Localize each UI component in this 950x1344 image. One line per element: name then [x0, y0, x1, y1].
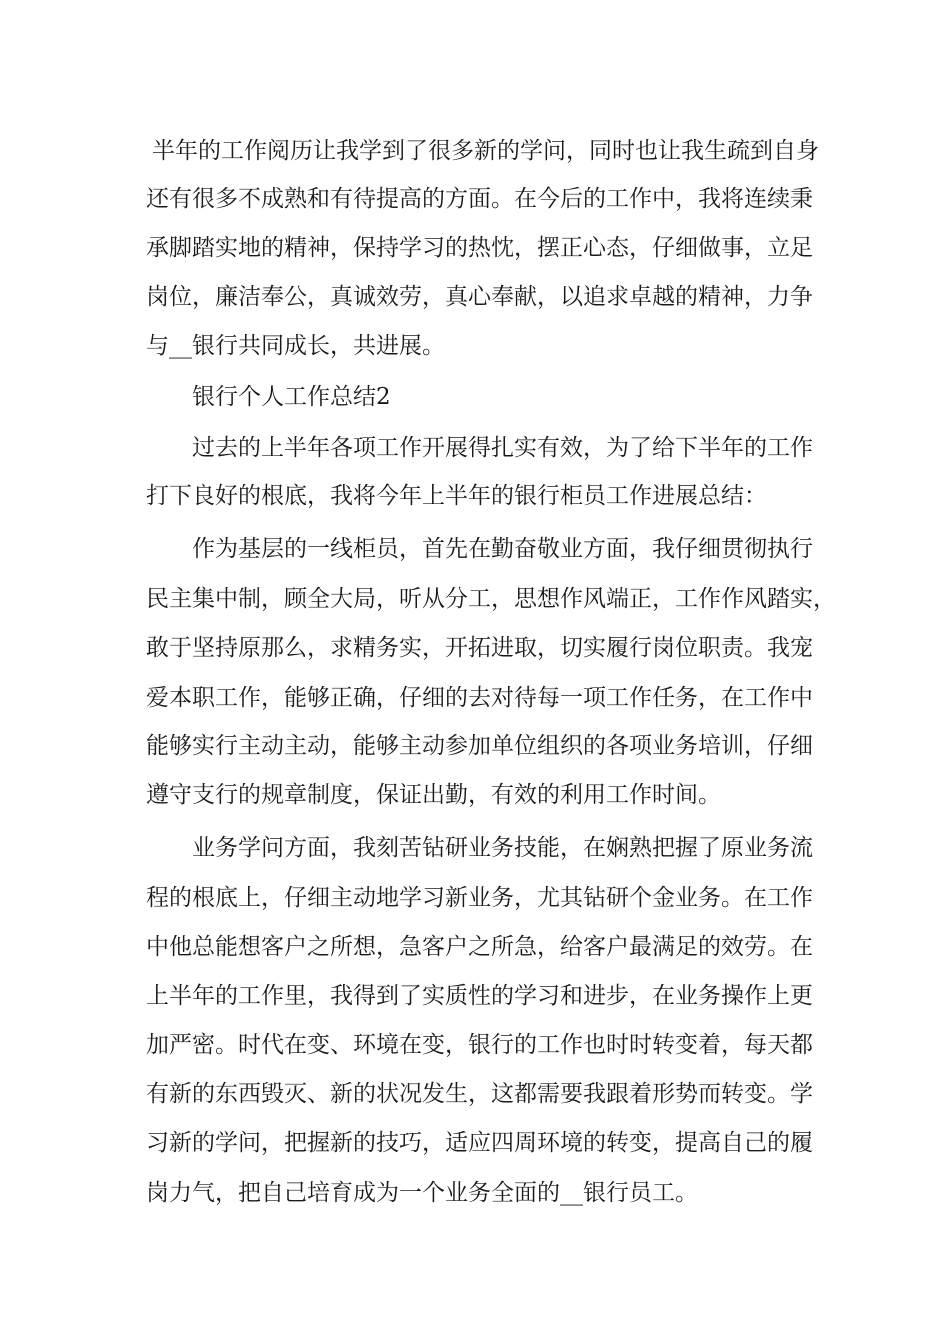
paragraph-4-line-1: 业务学问方面，我刻苦钻研业务技能，在娴熟把握了原业务流 [192, 835, 813, 861]
paragraph-3-line-5: 能够实行主动主动，能够主动参加单位组织的各项业务培训，仔细 [146, 733, 813, 759]
paragraph-1-line-5: 与__银行共同成长，共进展。 [146, 333, 445, 359]
paragraph-3-line-1: 作为基层的一线柜员，首先在勤奋敬业方面，我仔细贯彻执行 [192, 536, 813, 562]
paragraph-3-line-4: 爱本职工作，能够正确，仔细的去对待每一项工作任务，在工作中 [146, 685, 813, 711]
paragraph-1-line-3: 承脚踏实地的精神，保持学习的热忱，摆正心态，仔细做事，立足 [146, 235, 813, 261]
paragraph-3-line-2: 民主集中制，顾全大局，听从分工，思想作风端正，工作作风踏实， [146, 586, 836, 612]
paragraph-3-line-6: 遵守支行的规章制度，保证出勤，有效的利用工作时间。 [146, 782, 721, 808]
paragraph-4-line-2: 程的根底上，仔细主动地学习新业务，尤其钻研个金业务。在工作 [146, 885, 813, 911]
paragraph-4-line-6: 有新的东西毁灭、新的状况发生，这都需要我跟着形势而转变。学 [146, 1081, 813, 1107]
paragraph-4-line-7: 习新的学问，把握新的技巧，适应四周环境的转变，提高自己的履 [146, 1130, 813, 1156]
section-heading: 银行个人工作总结2 [192, 384, 391, 410]
paragraph-2-line-1: 过去的上半年各项工作开展得扎实有效，为了给下半年的工作 [192, 435, 813, 461]
paragraph-4-line-8: 岗力气，把自己培育成为一个业务全面的__银行员工。 [146, 1180, 698, 1206]
paragraph-4-line-3: 中他总能想客户之所想，急客户之所急，给客户最满足的效劳。在 [146, 934, 813, 960]
paragraph-3-line-3: 敢于坚持原那么，求精务实，开拓进取，切实履行岗位职责。我宠 [146, 635, 813, 661]
paragraph-1-line-2: 还有很多不成熟和有待提高的方面。在今后的工作中，我将连续秉 [146, 186, 813, 212]
paragraph-4-line-5: 加严密。时代在变、环境在变，银行的工作也时时转变着，每天都 [146, 1032, 813, 1058]
paragraph-1-line-1: 半年的工作阅历让我学到了很多新的学问，同时也让我生疏到自身 [152, 138, 819, 164]
paragraph-4-line-4: 上半年的工作里，我得到了实质性的学习和进步，在业务操作上更 [146, 983, 813, 1009]
paragraph-2-line-2: 打下良好的根底，我将今年上半年的银行柜员工作进展总结： [146, 483, 767, 509]
paragraph-1-line-4: 岗位，廉洁奉公，真诚效劳，真心奉献，以追求卓越的精神，力争 [146, 284, 813, 310]
